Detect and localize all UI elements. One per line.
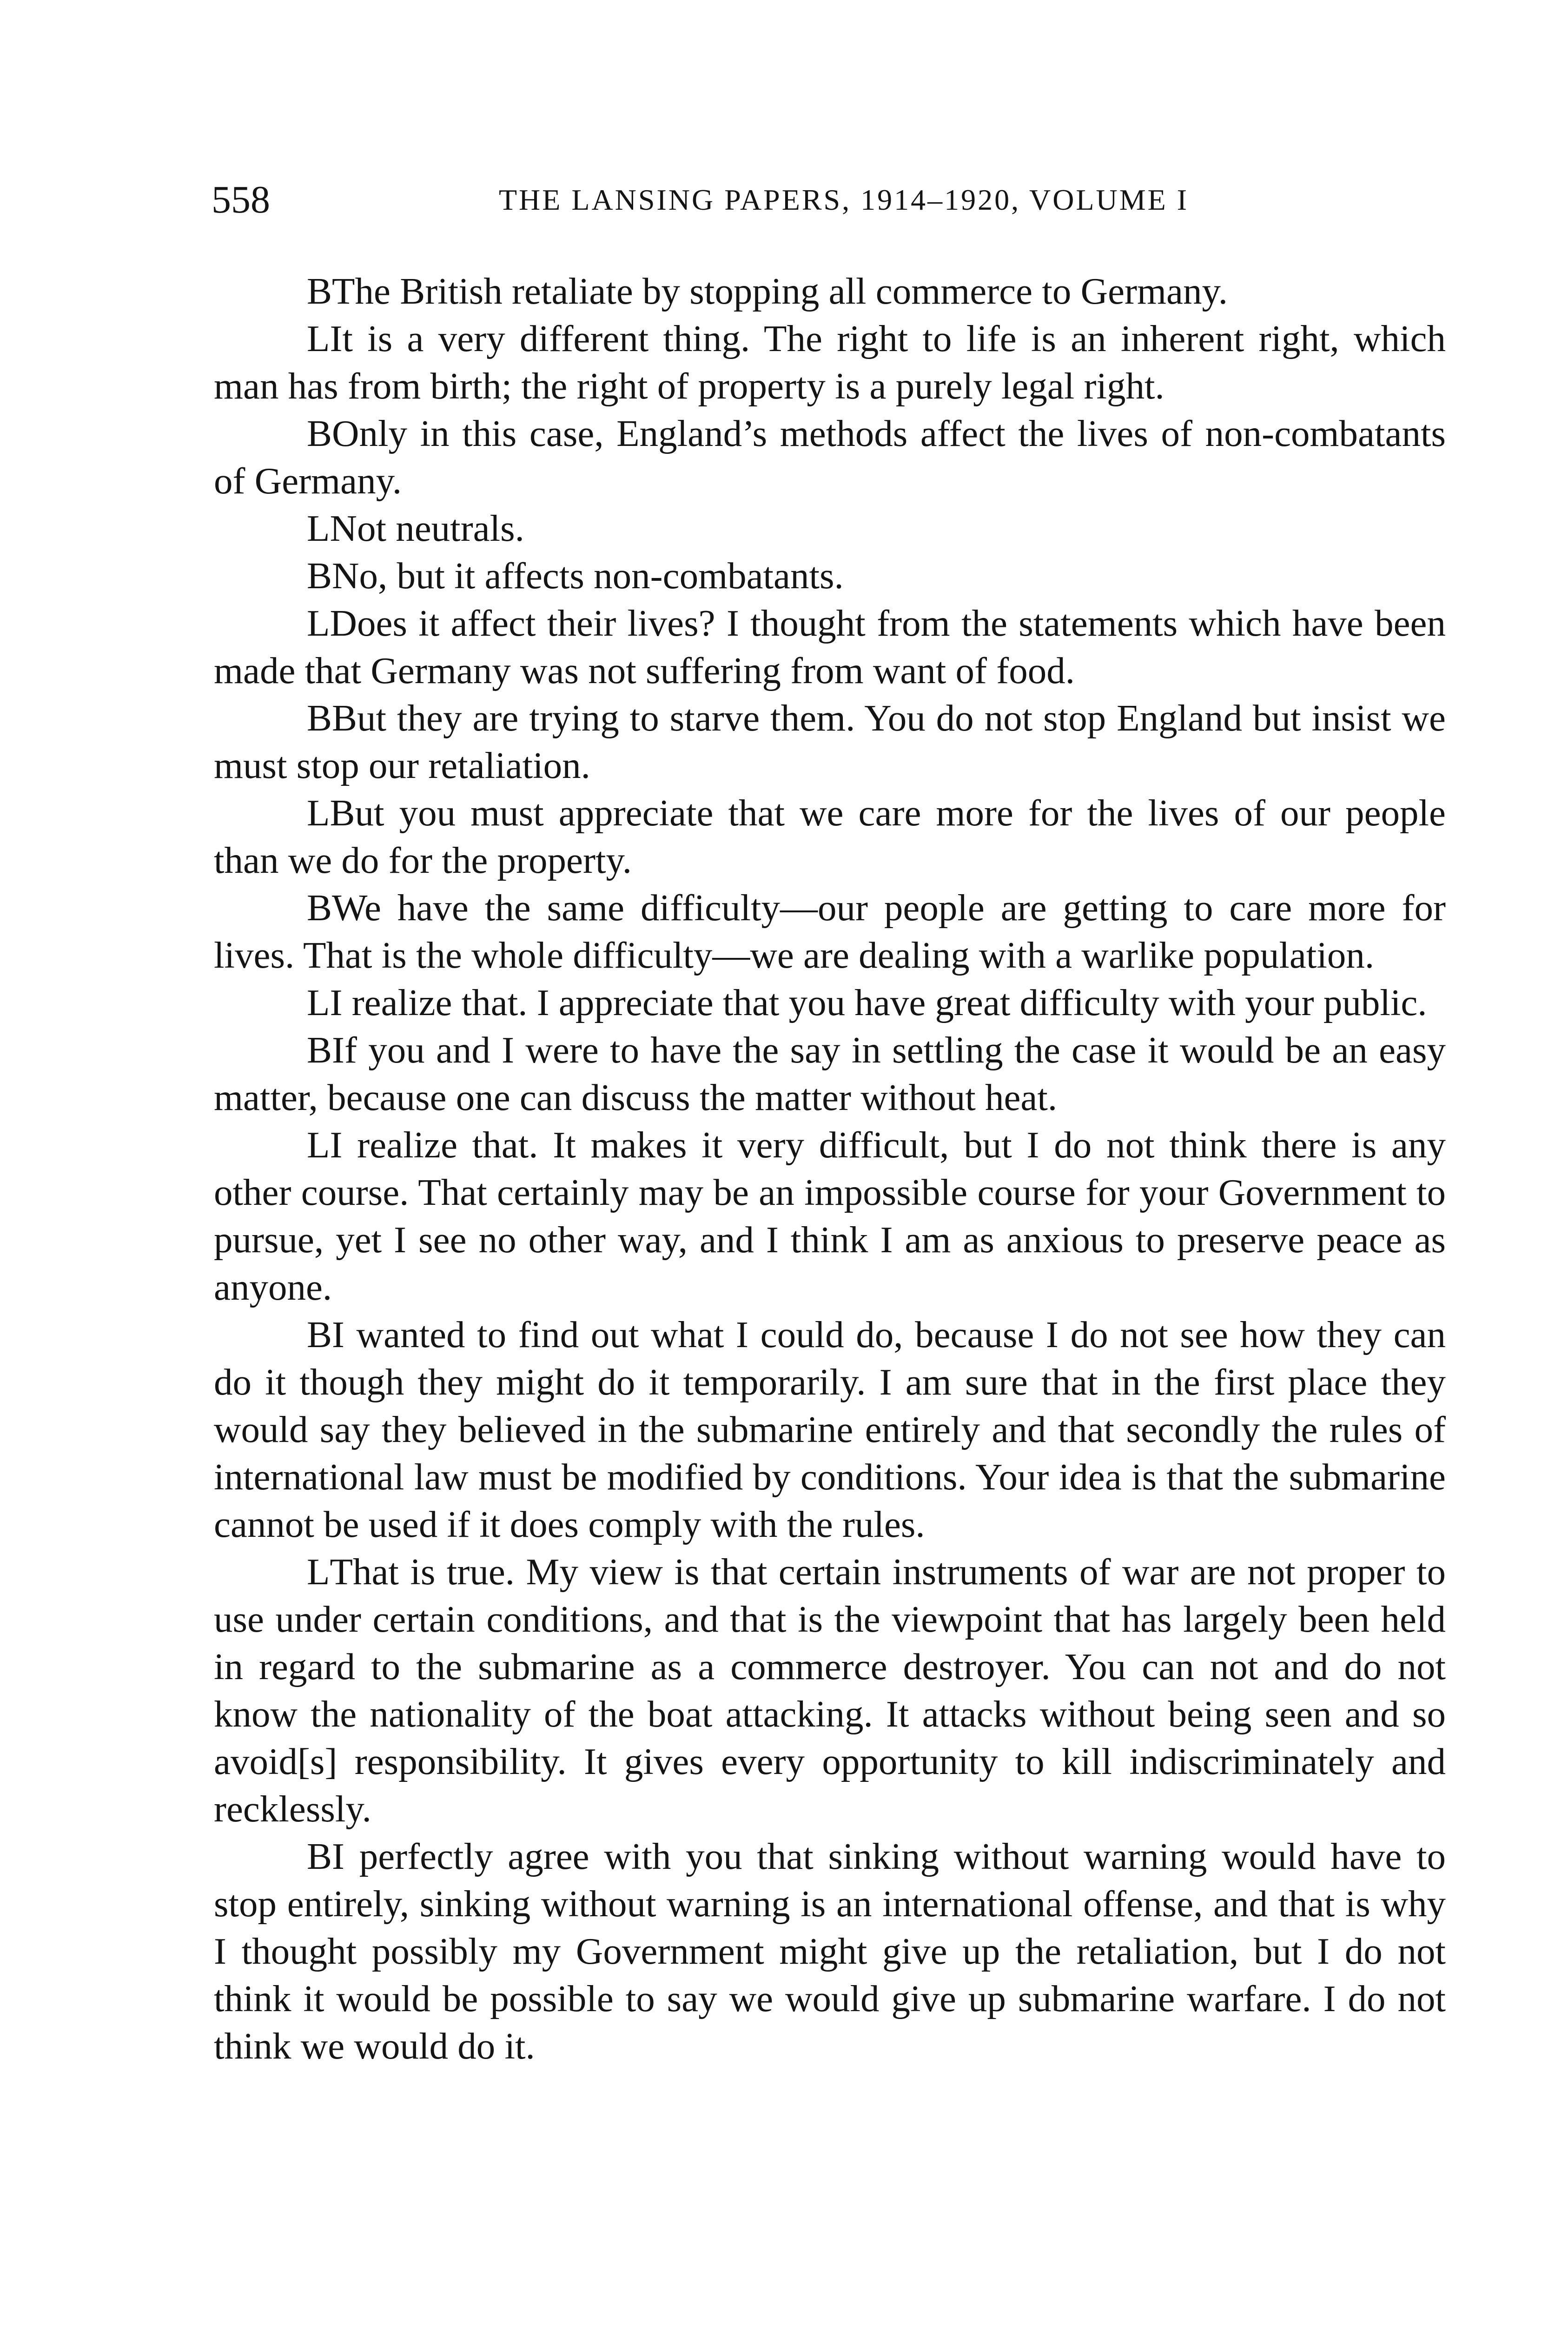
speaker-label: L (307, 792, 330, 834)
speaker-label: L (307, 507, 330, 549)
dialogue-paragraph (214, 410, 1446, 505)
dialogue-paragraph (214, 884, 1446, 979)
paragraph-text: That is true. My view is that certain instruments of war are not proper to use under certain conditions, and that is the viewpoint that has largely been held in regard to the submarine as a commerce destroyer. You can not and do not know the nationality of the boat attacking. It attacks without being seen and so avoid[s] responsibility. It gives every opportunity to kill indiscriminately and recklessly. (214, 1551, 1446, 1830)
paragraph-text: If you and I were to have the say in settling the case it would be an easy matter, because one can discuss the matter without heat. (214, 1029, 1446, 1118)
paragraph-text: Does it affect their lives? I thought from the statements which have been made that Germany was not suffering from want of food. (214, 602, 1446, 691)
page-number: 558 (212, 178, 270, 221)
paragraph-text: Only in this case, England’s methods affect the lives of non-combatants of Germany. (214, 412, 1446, 502)
speaker-label: B (307, 1314, 332, 1355)
dialogue-paragraph (214, 267, 1446, 315)
dialogue-paragraph (214, 505, 1446, 552)
paragraph-text: The British retaliate by stopping all commerce to Germany. (332, 270, 1228, 312)
paragraph-text: But you must appreciate that we care more for the lives of our people than we do for the property. (214, 792, 1446, 881)
speaker-label: L (307, 1551, 330, 1593)
paragraph-text: It is a very different thing. The right to life is an inherent right, which man has from birth; the right of property is a purely legal right. (214, 318, 1446, 407)
dialogue-paragraph (214, 1121, 1446, 1311)
paragraph-text: I realize that. I appreciate that you have great difficulty with your public. (330, 982, 1427, 1023)
paragraph-text: I realize that. It makes it very difficult, but I do not think there is any other course. That certainly may be an impossible course for your Government to pursue, yet I see no other way, and I think I am as anxious to preserve peace as anyone. (214, 1124, 1446, 1308)
dialogue-paragraph (214, 694, 1446, 789)
speaker-label: B (307, 887, 332, 929)
paragraph-text: I wanted to find out what I could do, because I do not see how they can do it though they might do it temporarily. I am sure that in the first place they would say they believed in the submarine entirely and that secondly the rules of international law must be modified by conditions. Your idea is that the submarine cannot be used if it does comply with the rules. (214, 1314, 1446, 1545)
paragraph-text: But they are trying to starve them. You do not stop England but insist we must stop our retaliation. (214, 697, 1446, 786)
dialogue-paragraph (214, 315, 1446, 410)
paragraph-text: Not neutrals. (330, 507, 524, 549)
speaker-label: B (307, 270, 332, 312)
speaker-label: B (307, 697, 332, 739)
page-header (212, 170, 1448, 230)
paragraph-text: I perfectly agree with you that sinking without warning would have to stop entirely, sinking without warning is an international offense, and that is why I thought possibly my Government might give up the retaliation, but I do not think it would be possible to say we would give up submarine warfare. I do not think we would do it. (214, 1835, 1446, 2067)
dialogue-paragraph (214, 979, 1446, 1026)
paragraph-text: No, but it affects non-combatants. (332, 555, 844, 597)
speaker-label: B (307, 1835, 332, 1877)
dialogue-paragraph (214, 552, 1446, 599)
document-body (214, 267, 1446, 2070)
speaker-label: B (307, 555, 332, 597)
dialogue-paragraph (214, 1548, 1446, 1833)
speaker-label: L (307, 982, 330, 1023)
speaker-label: L (307, 318, 330, 359)
dialogue-paragraph (214, 1833, 1446, 2070)
speaker-label: L (307, 602, 330, 644)
dialogue-paragraph (214, 1311, 1446, 1548)
speaker-label: B (307, 412, 332, 454)
speaker-label: B (307, 1029, 332, 1071)
paragraph-text: We have the same difficulty—our people are getting to care more for lives. That is the whole difficulty—we are dealing with a warlike population. (214, 887, 1446, 976)
speaker-label: L (307, 1124, 330, 1166)
dialogue-paragraph (214, 789, 1446, 884)
dialogue-paragraph (214, 1026, 1446, 1121)
running-head: THE LANSING PAPERS, 1914–1920, VOLUME I (498, 183, 1189, 216)
dialogue-paragraph (214, 599, 1446, 694)
